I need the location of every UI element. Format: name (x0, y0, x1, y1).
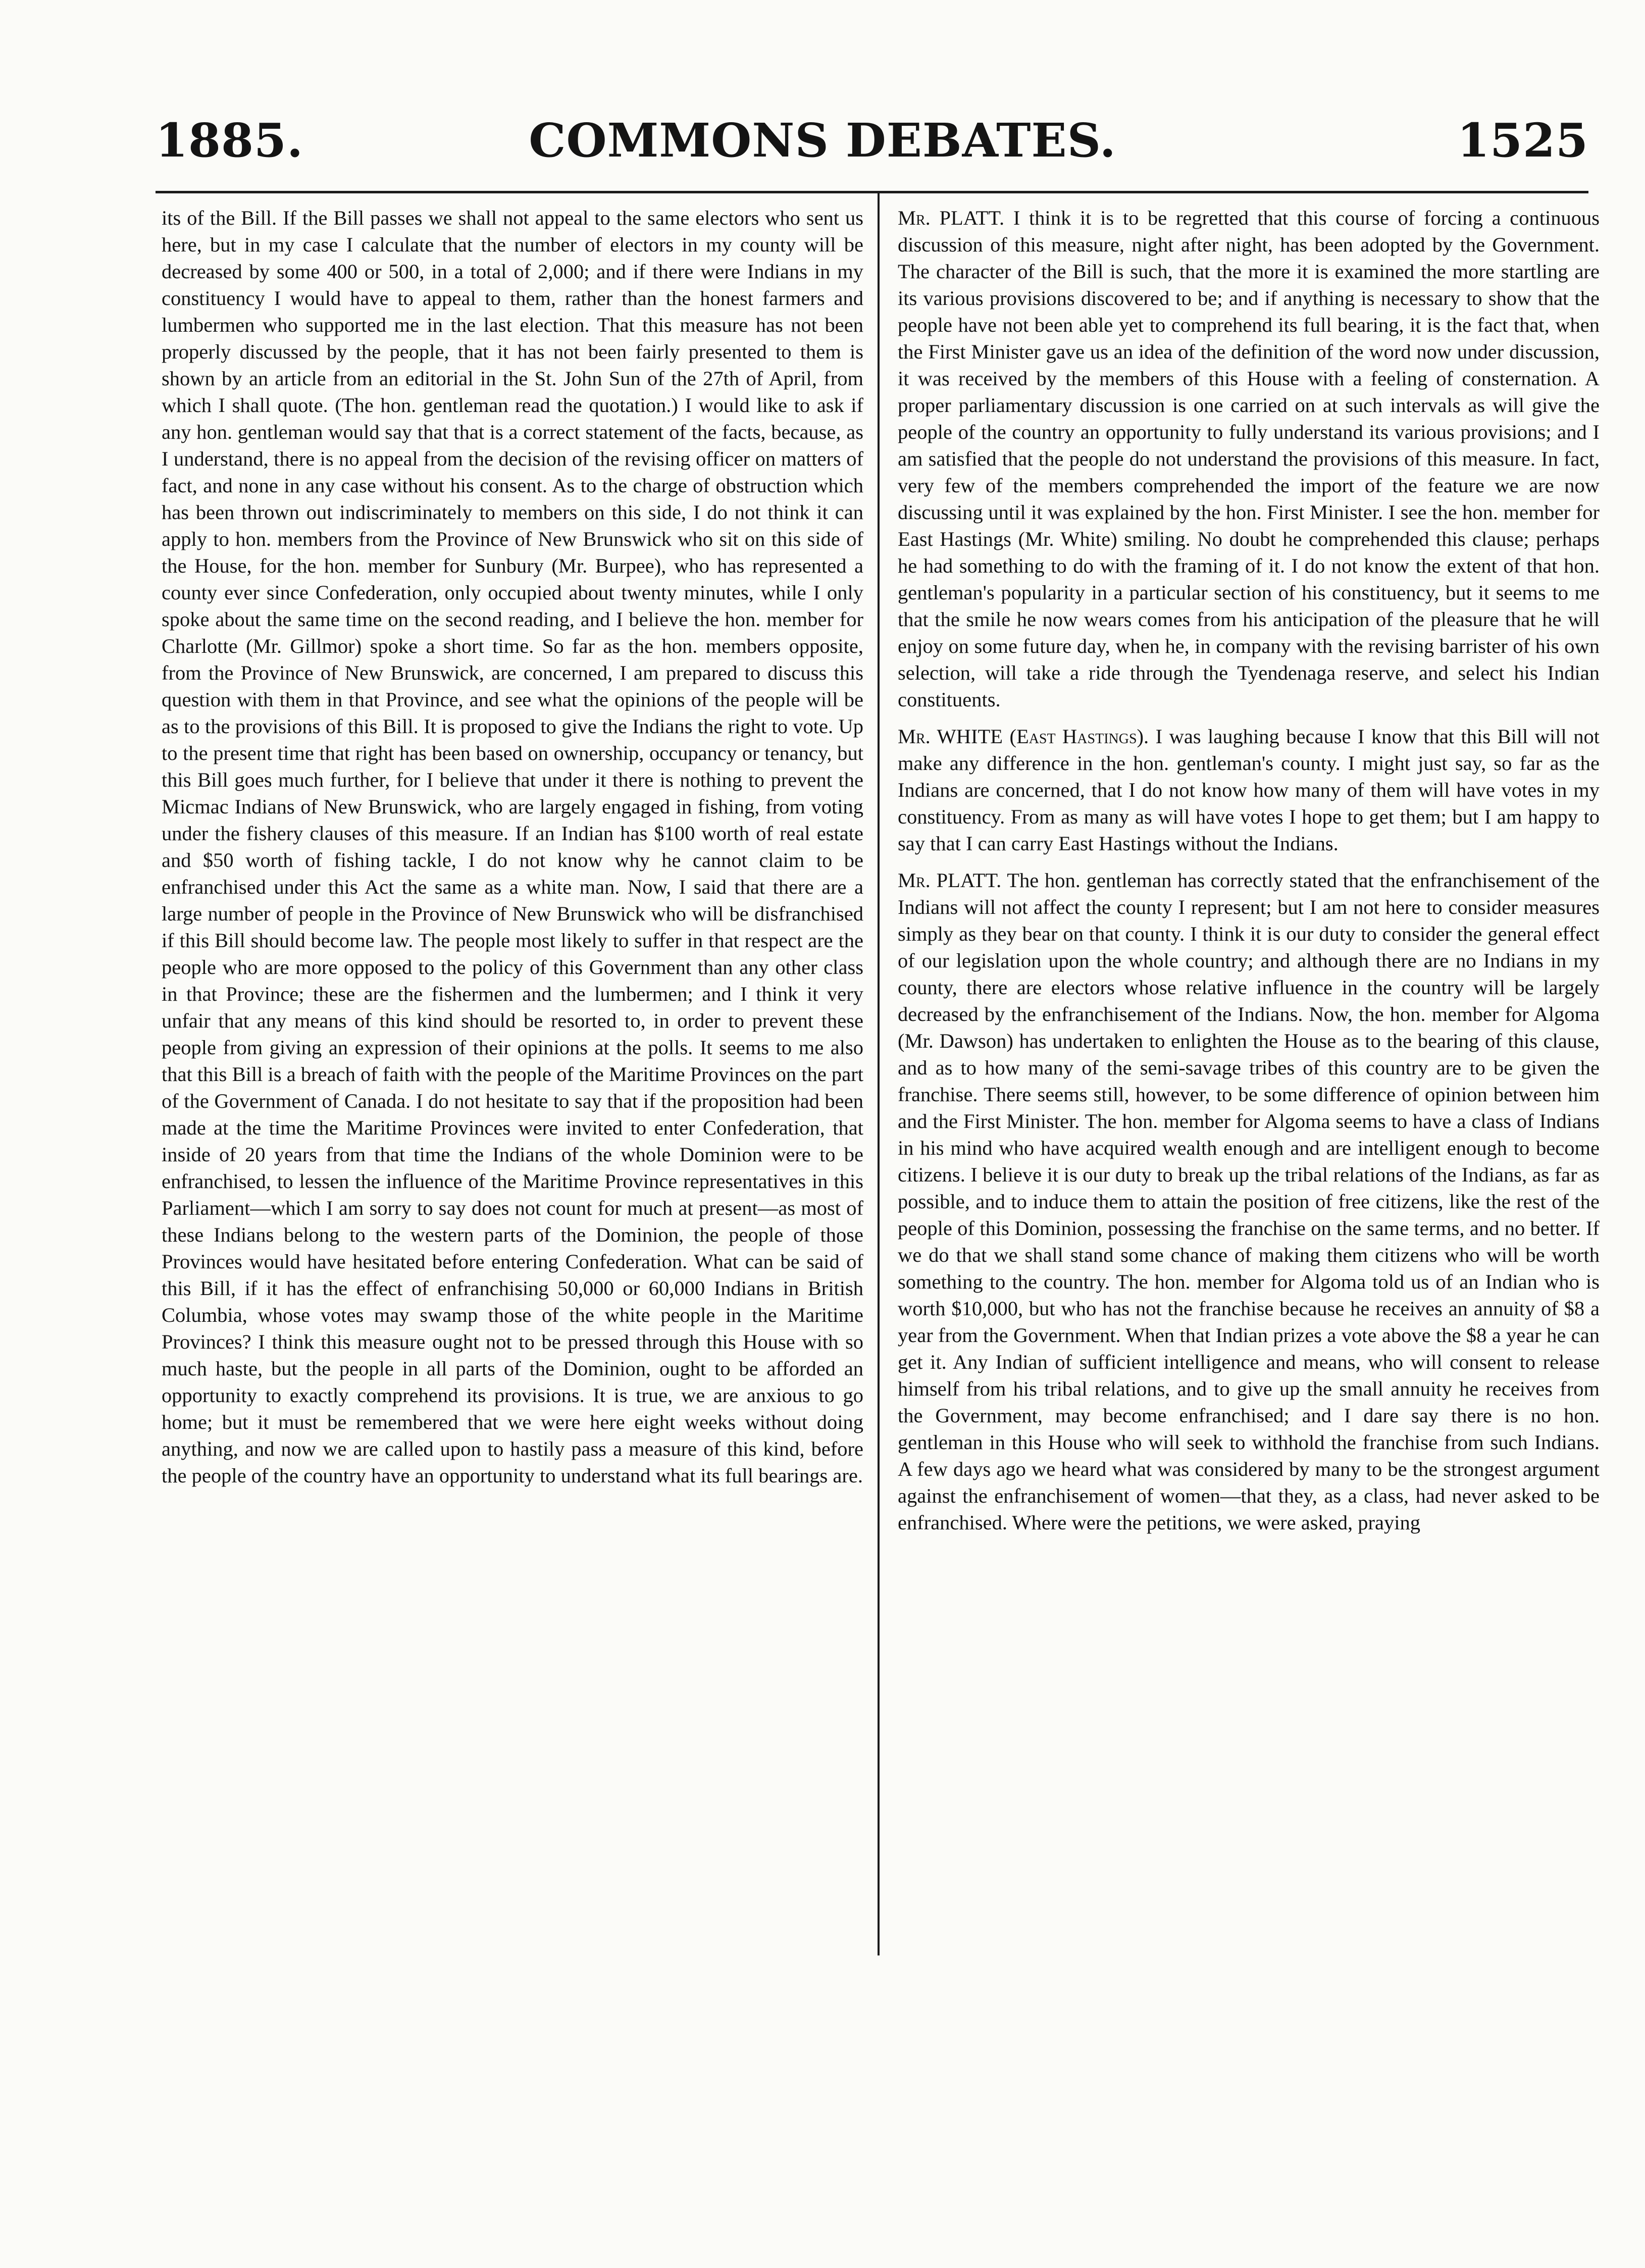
page-number: 1525 (1457, 113, 1588, 168)
speaker-name: Mr. WHITE (East Hastings). (898, 725, 1149, 748)
speech-text: The hon. gentleman has correctly stated that the enfranchisement of the Indians will not affect the county I represent; but I am not here to consider measures simply as they bear on that county. I think it is our duty to consider the general effect of our legislation upon the whole country; and although there are no Indians in my county, there are electors whose relative influence in the country will be largely decreased by the enfranchisement of the Indians. Now, the hon. member for Algoma (Mr. Dawson) has undertaken to enlighten the House as to the bearing of this clause, and as to how many of the semi-savage tribes of this country are to be given the franchise. There seems still, however, to be some difference of opinion between him and the First Minister. The hon. member for Algoma seems to have a class of Indians in his mind who have acquired wealth enough and are intelligent enough to become citizens. I believe it is our duty to break up the tribal relations of the Indians, as far as possible, and to induce them to attain the position of free citizens, like the rest of the people of this Dominion, possessing the franchise on the same terms, and no better. If we do that we shall stand some chance of making them citizens who will be worth something to the country. The hon. member for Algoma told us of an Indian who is worth $10,000, but who has not the franchise because he receives an annuity of $8 a year from the Government. When that Indian prizes a vote above the $8 a year he can get it. Any Indian of sufficient intelligence and means, who will consent to release himself from his tribal relations, and to give up the small annuity he receives from the Government, may become enfranchised; and I dare say there is no hon. gentleman in this House who will seek to withhold the franchise from such Indians. A few days ago we heard what was considered by many to be the strongest argument against the enfranchisement of women—that they, as a class, had never asked to be enfranchised. Where were the petitions, we were asked, praying (898, 869, 1600, 1534)
paragraph: its of the Bill. If the Bill passes we shall not appeal to the same electors who sent us here, but in my case I calculate that the number of electors in my county will be decreased by some 400 or 500, in a total of 2,000; and if there were Indians in my constituency I would have to appeal to them, rather than the honest farmers and lumbermen who supported me in the last election. That this measure has not been properly discussed by the people, that it has not been fairly presented to them is shown by an article from an editorial in the St. John Sun of the 27th of April, from which I shall quote. (The hon. gentleman read the quotation.) I would like to ask if any hon. gentleman would say that that is a correct statement of the facts, because, as I understand, there is no appeal from the decision of the revising officer on matters of fact, and none in any case without his consent. As to the charge of obstruction which has been thrown out indiscriminately to members on this side, I do not think it can apply to hon. members from the Province of New Brunswick who sit on this side of the House, for the hon. member for Sunbury (Mr. Burpee), who has represented a county ever since Confederation, only occupied about twenty minutes, while I only spoke about the same time on the second reading, and I believe the hon. member for Charlotte (Mr. Gillmor) spoke a short time. So far as the hon. members opposite, from the Province of New Brunswick, are concerned, I am prepared to discuss this question with them in that Province, and see what the opinions of the people will be as to the provisions of this Bill. It is proposed to give the Indians the right to vote. Up to the present time that right has been based on ownership, occupancy or tenancy, but this Bill goes much further, for I believe that under it there is nothing to prevent the Micmac Indians of New Brunswick, who are largely engaged in fishing, from voting under the fishery clauses of this measure. If an Indian has $100 worth of real estate and $50 worth of fishing tackle, I do not know why he cannot claim to be enfranchised under this Act the same as a white man. Now, I said that there are a large number of people in the Province of New Brunswick who will be disfranchised if this Bill should become law. The people most likely to suffer in that respect are the people who are more opposed to the policy of this Government than any other class in that Province; these are the fishermen and the lumbermen; and I think it very unfair that any means of this kind should be resorted to, in order to prevent these people from giving an expression of their opinions at the polls. It seems to me also that this Bill is a breach of faith with the people of the Maritime Provinces on the part of the Government of Canada. I do not hesitate to say that if the proposition had been made at the time the Maritime Provinces were invited to enter Confederation, that inside of 20 years from that time the Indians of the whole Dominion were to be enfranchised, to lessen the influence of the Maritime Province representatives in this Parliament—which I am sorry to say does not count for much at present—as most of these Indians belong to the western parts of the Dominion, the people of those Provinces would have hesitated before entering Confederation. What can be said of this Bill, if it has the effect of enfranchising 50,000 or 60,000 Indians in British Columbia, whose votes may swamp those of the white people in the Maritime Provinces? I think this measure ought not to be pressed through this House with so much haste, but the people in all parts of the Dominion, ought to be afforded an opportunity to exactly comprehend its provisions. It is true, we are anxious to go home; but it must be remembered that we were here eight weeks without doing anything, and now we are called upon to hastily pass a measure of this kind, before the people of the country have an opportunity to understand what its full bearings are. (162, 207, 863, 1487)
speech-text: I think it is to be regretted that this course of forcing a continuous discussion of this measure, night after night, has been adopted by the Government. The character of the Bill is such, that the more it is examined the more startling are its various provisions discovered to be; and if anything is necessary to show that the people have not been able yet to comprehend its full bearing, it is the fact that, when the First Minister gave us an idea of the definition of the word now under discussion, it was received by the members of this House with a feeling of consternation. A proper parliamentary discussion is one carried on at such intervals as will give the people of the country an opportunity to fully understand its various provisions; and I am satisfied that the people do not understand the provisions of this measure. In fact, very few of the members comprehended the import of the feature we are now discussing until it was explained by the hon. First Minister. I see the hon. member for East Hastings (Mr. White) smiling. No doubt he comprehended this clause; perhaps he had something to do with the framing of it. I do not know the extent of that hon. gentleman's popularity in a particular section of his constituency, but it seems to me that the smile he now wears comes from his anticipation of the pleasure that he will enjoy on some future day, when he, in company with the revising barrister of his own selection, will take a ride through the Tyendenaga reserve, and select his Indian constituents. (898, 207, 1600, 711)
speech-paragraph (898, 723, 1600, 857)
speech-text: I was laughing because I know that this Bill will not make any difference in the hon. gentleman's county. I might just say, so far as the Indians are concerned, that I do not know how many of them will have votes in my constituency. From as many as will have votes I hope to get them; but I am happy to say that I can carry East Hastings without the Indians. (898, 725, 1600, 855)
column-divider (878, 193, 880, 1955)
right-column (898, 204, 1600, 1536)
speaker-name: Mr. PLATT. (898, 869, 1002, 892)
header-rule (156, 191, 1588, 193)
speech-paragraph (898, 867, 1600, 1536)
speech-paragraph (898, 204, 1600, 713)
speaker-name: Mr. PLATT. (898, 207, 1005, 229)
page-title: COMMONS DEBATES. (529, 113, 1116, 168)
left-column (162, 204, 863, 1489)
header-year: 1885. (156, 113, 304, 168)
